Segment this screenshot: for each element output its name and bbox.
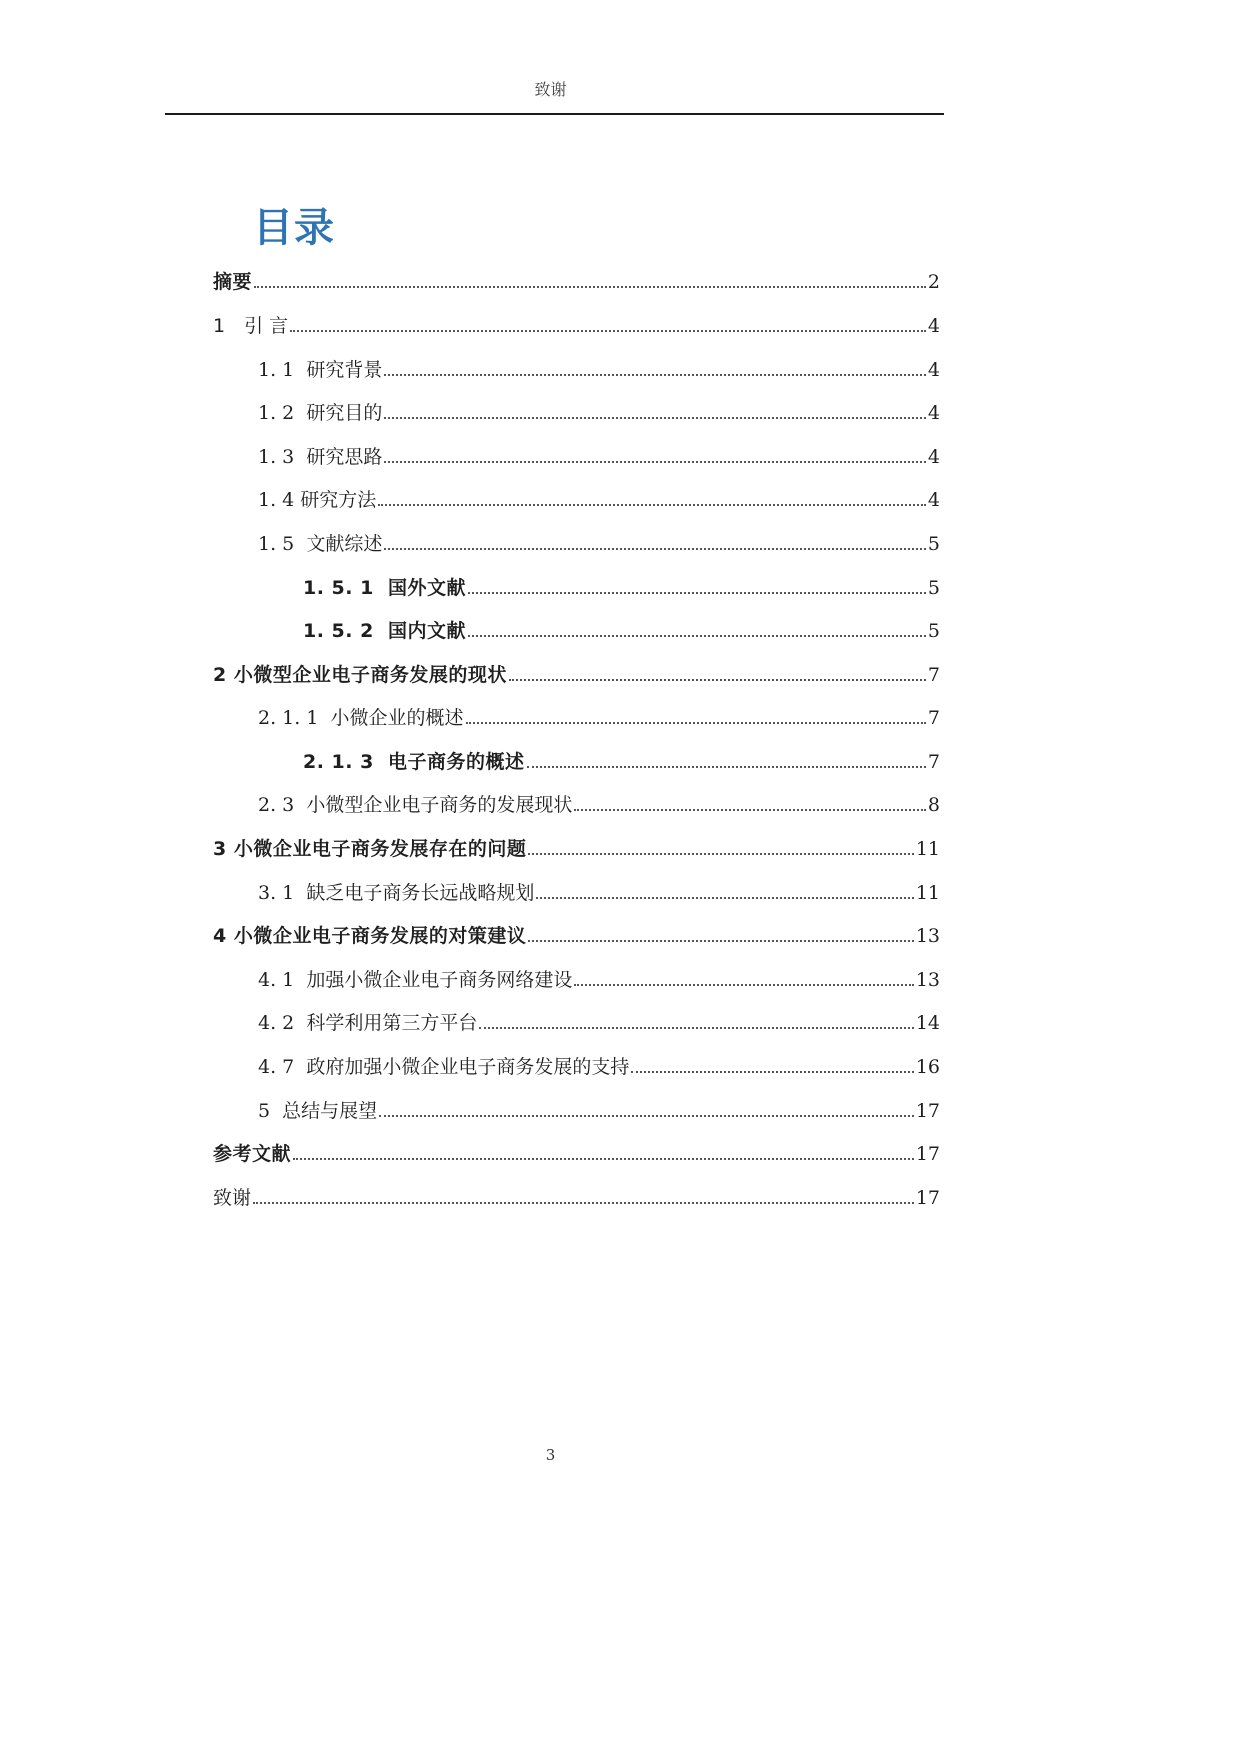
toc-entry-abstract[interactable] — [213, 264, 940, 294]
toc-entry-label: 摘要 — [213, 271, 253, 293]
toc-entry-introduction[interactable] — [213, 308, 940, 338]
toc-entry-government-support[interactable] — [258, 1049, 940, 1079]
toc-entry-chapter-2[interactable] — [213, 657, 940, 687]
toc-entry-label: 1 引 言 — [213, 315, 289, 337]
toc-leader-dots — [509, 679, 926, 681]
toc-leader-dots — [384, 461, 926, 463]
toc-entry-research-approach[interactable] — [258, 439, 940, 469]
toc-entry-foreign-literature[interactable] — [303, 570, 940, 600]
toc-entry-page: 8 — [927, 794, 940, 816]
toc-leader-dots — [631, 1071, 913, 1073]
toc-title: 目录 — [253, 205, 335, 251]
toc-entry-page: 11 — [915, 882, 940, 904]
toc-leader-dots — [379, 1115, 914, 1117]
toc-leader-dots — [468, 592, 926, 594]
toc-leader-dots — [528, 940, 913, 942]
toc-entry-acknowledgements[interactable] — [213, 1180, 940, 1210]
toc-entry-page: 17 — [915, 1100, 940, 1122]
toc-entry-page: 4 — [927, 489, 940, 511]
toc-entry-label: 1. 4 研究方法 — [258, 489, 377, 511]
toc-entry-strategy-lacking[interactable] — [258, 875, 940, 905]
toc-entry-page: 13 — [915, 969, 940, 991]
toc-entry-page: 17 — [915, 1143, 940, 1165]
running-header: 致谢 — [534, 80, 567, 99]
toc-leader-dots — [536, 897, 913, 899]
toc-entry-label: 2. 1. 1 小微企业的概述 — [258, 707, 464, 729]
toc-leader-dots — [468, 635, 926, 637]
toc-entry-label: 5 总结与展望 — [258, 1100, 378, 1122]
toc-leader-dots — [384, 374, 926, 376]
toc-entry-development-status[interactable] — [258, 787, 940, 817]
toc-entry-page: 11 — [915, 838, 940, 860]
toc-entry-page: 7 — [927, 664, 940, 686]
toc-entry-chapter-4[interactable] — [213, 918, 940, 948]
toc-entry-ecommerce-overview[interactable] — [303, 744, 940, 774]
toc-entry-label: 3 小微企业电子商务发展存在的问题 — [213, 838, 527, 860]
toc-entry-page: 7 — [927, 751, 940, 773]
toc-leader-dots — [574, 809, 926, 811]
toc-entry-label: 1. 1 研究背景 — [258, 359, 383, 381]
toc-entry-research-background[interactable] — [258, 352, 940, 382]
toc-entry-research-purpose[interactable] — [258, 395, 940, 425]
toc-entry-chapter-3[interactable] — [213, 831, 940, 861]
toc-entry-label: 1. 3 研究思路 — [258, 446, 383, 468]
toc-entry-third-party-platform[interactable] — [258, 1005, 940, 1035]
toc-entry-page: 16 — [915, 1056, 940, 1078]
toc-leader-dots — [384, 548, 926, 550]
toc-entry-page: 2 — [927, 271, 940, 293]
toc-entry-page: 7 — [927, 707, 940, 729]
toc-entry-label: 2. 3 小微型企业电子商务的发展现状 — [258, 794, 573, 816]
toc-leader-dots — [378, 504, 926, 506]
toc-entry-label: 1. 2 研究目的 — [258, 402, 383, 424]
page-number: 3 — [545, 1446, 556, 1464]
toc-entry-small-enterprise-overview[interactable] — [258, 700, 940, 730]
toc-entry-page: 17 — [915, 1187, 940, 1209]
toc-entry-label: 4 小微企业电子商务发展的对策建议 — [213, 925, 527, 947]
toc-entry-literature-review[interactable] — [258, 526, 940, 556]
toc-entry-label: 4. 7 政府加强小微企业电子商务发展的支持 — [258, 1056, 630, 1078]
toc-entry-label: 4. 1 加强小微企业电子商务网络建设 — [258, 969, 573, 991]
toc-leader-dots — [574, 984, 913, 986]
toc-entry-network-building[interactable] — [258, 962, 940, 992]
toc-entry-page: 4 — [927, 402, 940, 424]
toc-leader-dots — [527, 766, 926, 768]
toc-entry-domestic-literature[interactable] — [303, 613, 940, 643]
toc-entry-references[interactable] — [213, 1136, 940, 1166]
toc-entry-label: 1. 5. 1 国外文献 — [303, 577, 467, 599]
toc-entry-label: 4. 2 科学利用第三方平台 — [258, 1012, 478, 1034]
toc-entry-label: 2 小微型企业电子商务发展的现状 — [213, 664, 507, 686]
toc-entry-label: 1. 5. 2 国内文献 — [303, 620, 467, 642]
toc-entry-label: 2. 1. 3 电子商务的概述 — [303, 751, 525, 773]
toc-entry-page: 14 — [915, 1012, 940, 1034]
toc-leader-dots — [466, 722, 926, 724]
toc-entry-page: 4 — [927, 359, 940, 381]
toc-leader-dots — [253, 1202, 914, 1204]
toc-entry-label: 致谢 — [213, 1187, 252, 1209]
toc-entry-page: 4 — [927, 446, 940, 468]
toc-leader-dots — [479, 1027, 913, 1029]
toc-entry-label: 参考文献 — [213, 1143, 292, 1165]
toc-entry-label: 3. 1 缺乏电子商务长远战略规划 — [258, 882, 535, 904]
toc-entry-page: 4 — [927, 315, 940, 337]
toc-leader-dots — [254, 286, 926, 288]
toc-leader-dots — [290, 330, 926, 332]
toc-leader-dots — [384, 417, 926, 419]
toc-leader-dots — [528, 853, 913, 855]
toc-entry-summary-outlook[interactable] — [258, 1093, 940, 1123]
toc-entry-research-methods[interactable] — [258, 482, 940, 512]
toc-entry-label: 1. 5 文献综述 — [258, 533, 383, 555]
toc-entry-page: 5 — [927, 620, 940, 642]
toc-entry-page: 13 — [915, 925, 940, 947]
toc-leader-dots — [293, 1158, 914, 1160]
toc-entry-page: 5 — [927, 577, 940, 599]
toc-entry-page: 5 — [927, 533, 940, 555]
